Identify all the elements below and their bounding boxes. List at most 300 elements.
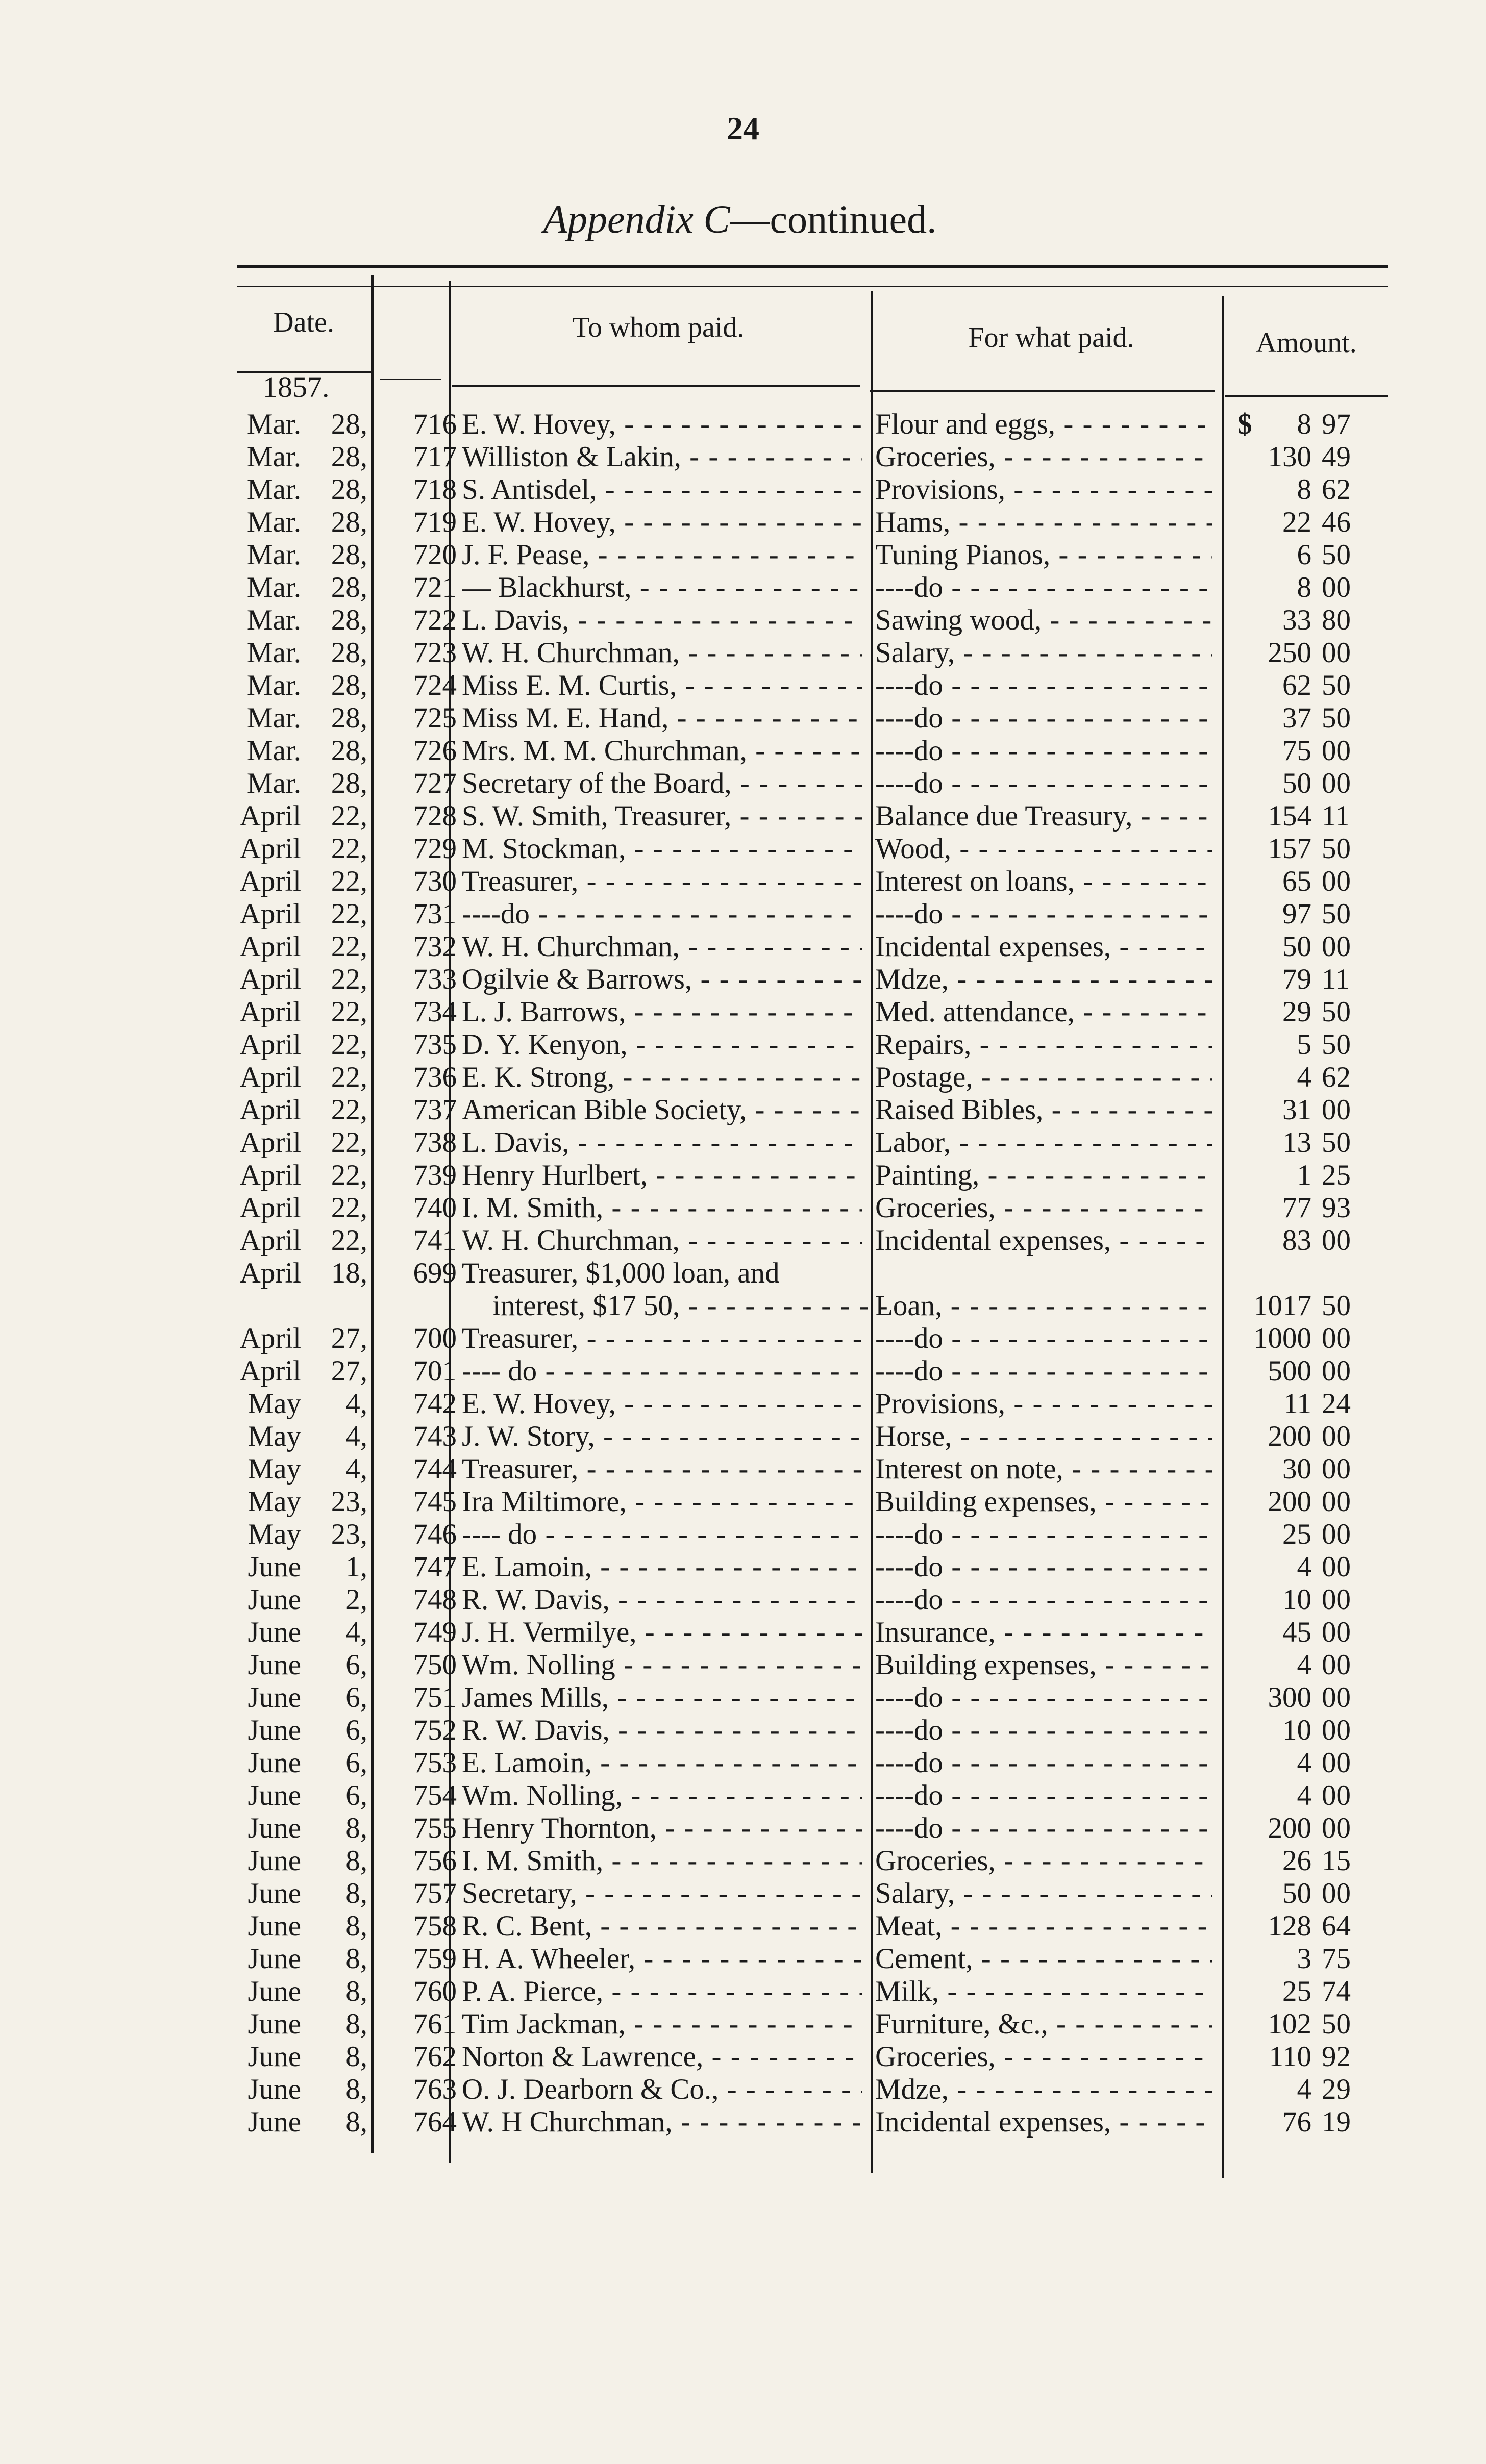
row-purpose: [875, 1779, 1212, 1812]
row-payee: [462, 1518, 862, 1551]
row-day: 8,: [345, 1975, 367, 2007]
row-month: April: [239, 1355, 301, 1387]
row-month: June: [247, 1845, 301, 1877]
row-payee-text: Williston & Lakin, - - -: [462, 441, 862, 473]
table-row: [0, 1812, 1486, 1845]
table-row: [0, 963, 1486, 996]
row-month: April: [239, 898, 301, 930]
row-purpose-text: Milk, - - -: [875, 1975, 1212, 2007]
table-row: [0, 996, 1486, 1028]
row-date: [199, 1388, 373, 1420]
table-row: [0, 571, 1486, 604]
row-month: June: [247, 2008, 301, 2040]
row-month: June: [247, 1714, 301, 1746]
table-row: [0, 1028, 1486, 1061]
row-purpose: [875, 865, 1212, 898]
row-purpose-text: Mdze, - - -: [875, 2073, 1212, 2105]
row-amount-cents: 00: [1322, 767, 1351, 799]
row-voucher-number: 734: [413, 996, 457, 1028]
table-row: [0, 1551, 1486, 1583]
row-date: [199, 1877, 373, 1910]
row-month: Mar.: [246, 735, 301, 767]
row-day: 4,: [345, 1388, 367, 1420]
row-date: [199, 1126, 373, 1159]
row-payee-text: Treasurer, $1,000 loan, and: [462, 1257, 780, 1289]
table-row: [0, 1388, 1486, 1420]
table-row: [0, 865, 1486, 898]
row-voucher-number: 723: [413, 637, 457, 669]
row-day: 8,: [345, 1910, 367, 1942]
table-row: [0, 1943, 1486, 1975]
row-purpose-text: Meat, - - -: [875, 1910, 1212, 1942]
row-month: Mar.: [246, 637, 301, 669]
table-row: [0, 800, 1486, 833]
row-date: [199, 1910, 373, 1943]
row-purpose-text: Incidental expenses, - - -: [875, 931, 1212, 963]
row-day: 8,: [345, 1943, 367, 1975]
row-day: 27,: [331, 1355, 367, 1387]
row-payee-text: L. Davis, - - -: [462, 1126, 862, 1159]
row-day: 28,: [331, 669, 367, 701]
table-row: [0, 1779, 1486, 1812]
row-purpose-text: Labor, - - -: [875, 1126, 1212, 1159]
row-day: 28,: [331, 735, 367, 767]
row-amount-cents: 00: [1322, 637, 1351, 669]
row-month: June: [247, 1877, 301, 1909]
row-day: 22,: [331, 800, 367, 832]
row-voucher-number: 717: [413, 441, 457, 473]
row-voucher-number: 759: [413, 1943, 457, 1975]
row-purpose-text: Groceries, - - -: [875, 1845, 1212, 1877]
row-payee-text: E. W. Hovey, - - -: [462, 506, 862, 538]
row-amount-cents: 64: [1322, 1910, 1351, 1942]
row-payee: [462, 1943, 862, 1975]
row-payee: [462, 1779, 862, 1812]
row-month: June: [247, 1812, 301, 1844]
row-purpose-text: ----do - - -: [875, 669, 1212, 701]
row-payee-text: Secretary of the Board, - - -: [462, 767, 862, 799]
row-voucher-number: 724: [413, 669, 457, 701]
row-purpose: [875, 1126, 1212, 1159]
row-payee-text: interest, $17 50, - - -: [492, 1290, 893, 1322]
row-payee-text: Treasurer, - - -: [462, 865, 862, 897]
row-amount-cents: 50: [1322, 2008, 1351, 2040]
table-row: [0, 1583, 1486, 1616]
row-purpose: [875, 1192, 1212, 1224]
row-amount-dollars: 30: [1282, 1453, 1311, 1485]
row-amount-cents: 50: [1322, 1028, 1351, 1061]
row-month: May: [247, 1453, 301, 1485]
row-month: June: [247, 1943, 301, 1975]
row-purpose: [875, 800, 1212, 833]
row-payee-text: ----do - - -: [462, 898, 862, 930]
row-payee-text: W. H. Churchman, - - -: [462, 931, 862, 963]
row-month: June: [247, 1747, 301, 1779]
table-row: [0, 1126, 1486, 1159]
table-row: [0, 506, 1486, 539]
row-voucher-number: 753: [413, 1747, 457, 1779]
row-day: 8,: [345, 2073, 367, 2105]
table-row: [0, 1453, 1486, 1486]
row-amount-cents: 75: [1322, 1943, 1351, 1975]
row-date: [199, 833, 373, 865]
row-purpose: [875, 702, 1212, 735]
row-payee: [462, 637, 862, 669]
row-payee-text: H. A. Wheeler, - - -: [462, 1943, 862, 1975]
row-month: June: [247, 2041, 301, 2073]
table-row: [0, 1714, 1486, 1747]
row-month: June: [247, 1583, 301, 1616]
row-amount-dollars: 45: [1282, 1616, 1311, 1648]
row-payee-text: Henry Hurlbert, - - -: [462, 1159, 862, 1191]
row-purpose-text: Furniture, &c., - - -: [875, 2008, 1212, 2040]
page-number: 24: [727, 110, 759, 146]
year-label: 1857.: [263, 370, 330, 404]
table-row: [0, 1518, 1486, 1551]
row-payee-text: E. Lamoin, - - -: [462, 1747, 862, 1779]
row-amount-dollars: 62: [1282, 669, 1311, 701]
row-purpose: [875, 2008, 1212, 2041]
row-purpose: [875, 1355, 1212, 1388]
row-purpose: [875, 506, 1212, 539]
row-amount-dollars: 128: [1268, 1910, 1311, 1942]
row-payee: [462, 1453, 862, 1486]
row-amount-cents: 00: [1322, 1355, 1351, 1387]
table-row: [0, 1159, 1486, 1192]
row-payee-text: Wm. Nolling, - - -: [462, 1779, 862, 1812]
row-purpose: [875, 1877, 1212, 1910]
row-amount-cents: 00: [1322, 571, 1351, 604]
row-payee: [462, 1551, 862, 1583]
row-amount-dollars: 6: [1297, 539, 1311, 571]
row-payee-text: W. H. Churchman, - - -: [462, 1224, 862, 1256]
row-amount-dollars: 154: [1268, 800, 1311, 832]
row-month: June: [247, 1975, 301, 2007]
row-voucher-number: 743: [413, 1420, 457, 1452]
row-month: June: [247, 1616, 301, 1648]
row-purpose-text: Sawing wood, - - -: [875, 604, 1212, 636]
table-row: [0, 1257, 1486, 1290]
row-payee-text: E. K. Strong, - - -: [462, 1061, 862, 1093]
row-amount-cents: 00: [1322, 1322, 1351, 1354]
header-purpose: For what paid.: [968, 322, 1134, 354]
row-amount-dollars: 65: [1282, 865, 1311, 897]
row-voucher-number: 741: [413, 1224, 457, 1256]
row-purpose: [875, 1094, 1212, 1126]
row-voucher-number: 764: [413, 2106, 457, 2138]
row-amount-cents: 50: [1322, 539, 1351, 571]
row-voucher-number: 747: [413, 1551, 457, 1583]
row-date: [199, 2073, 373, 2106]
row-purpose-text: Interest on note, - - -: [875, 1453, 1212, 1485]
row-day: 22,: [331, 1094, 367, 1126]
row-day: 6,: [345, 1747, 367, 1779]
row-month: May: [247, 1518, 301, 1550]
row-purpose-text: Interest on loans, - - -: [875, 865, 1212, 897]
row-amount-dollars: 11: [1283, 1388, 1311, 1420]
row-amount-dollars: 8: [1297, 473, 1311, 506]
row-purpose-text: Repairs, - - -: [875, 1028, 1212, 1061]
row-purpose-text: ----do - - -: [875, 1812, 1212, 1844]
row-month: Mar.: [246, 604, 301, 636]
row-payee-text: American Bible Society, - - -: [462, 1094, 862, 1126]
row-date: [199, 1322, 373, 1355]
row-payee-text: L. J. Barrows, - - -: [462, 996, 862, 1028]
table-row: [0, 1877, 1486, 1910]
row-day: 28,: [331, 539, 367, 571]
row-month: Mar.: [246, 571, 301, 604]
row-amount-dollars: 8: [1297, 571, 1311, 604]
row-purpose: [875, 1290, 1212, 1322]
row-payee: [462, 1094, 862, 1126]
row-day: 8,: [345, 1877, 367, 1909]
row-amount-cents: 49: [1322, 441, 1351, 473]
row-purpose-text: ----do - - -: [875, 1355, 1212, 1387]
row-day: 6,: [345, 1649, 367, 1681]
row-purpose: [875, 1028, 1212, 1061]
row-date: [199, 1812, 373, 1845]
row-payee-text: L. Davis, - - -: [462, 604, 862, 636]
row-date: [199, 1714, 373, 1747]
row-payee: [462, 1975, 862, 2008]
row-purpose-text: ----do - - -: [875, 702, 1212, 734]
row-month: May: [247, 1420, 301, 1452]
row-purpose-text: Painting, - - -: [875, 1159, 1212, 1191]
row-payee-text: Miss M. E. Hand, - - -: [462, 702, 862, 734]
row-amount-cents: 00: [1322, 1486, 1351, 1518]
table-row: [0, 1747, 1486, 1779]
row-payee-text: R. W. Davis, - - -: [462, 1583, 862, 1616]
row-amount-cents: 00: [1322, 1747, 1351, 1779]
row-amount-cents: 50: [1322, 702, 1351, 734]
row-day: 28,: [331, 637, 367, 669]
row-voucher-number: 746: [413, 1518, 457, 1550]
row-month: Mar.: [246, 441, 301, 473]
row-amount-dollars: 50: [1282, 1877, 1311, 1909]
row-amount-dollars: 75: [1282, 735, 1311, 767]
row-purpose: [875, 1975, 1212, 2008]
row-payee-text: E. Lamoin, - - -: [462, 1551, 862, 1583]
row-voucher-number: 744: [413, 1453, 457, 1485]
row-purpose-text: Building expenses, - - -: [875, 1649, 1212, 1681]
row-voucher-number: 762: [413, 2041, 457, 2073]
row-date: [199, 1257, 373, 1290]
row-amount-cents: 19: [1322, 2106, 1351, 2138]
row-day: 8,: [345, 2106, 367, 2138]
row-amount-dollars: 31: [1282, 1094, 1311, 1126]
row-payee: [462, 473, 862, 506]
row-date: [199, 898, 373, 931]
row-payee: [462, 963, 862, 996]
row-payee-text: Tim Jackman, - - -: [462, 2008, 862, 2040]
row-date: [199, 2106, 373, 2139]
row-voucher-number: 755: [413, 1812, 457, 1844]
row-payee-text: ---- do - - -: [462, 1355, 862, 1387]
row-amount-cents: 46: [1322, 506, 1351, 538]
row-purpose-text: Postage, - - -: [875, 1061, 1212, 1093]
row-amount-dollars: 33: [1282, 604, 1311, 636]
row-day: 6,: [345, 1714, 367, 1746]
row-date: [199, 1649, 373, 1681]
row-day: 28,: [331, 702, 367, 734]
row-amount-dollars: 8: [1297, 408, 1311, 440]
row-amount-cents: 00: [1322, 1453, 1351, 1485]
row-voucher-number: 726: [413, 735, 457, 767]
row-payee-text: W. H. Churchman, - - -: [462, 637, 862, 669]
row-date: [199, 1420, 373, 1453]
row-amount-cents: 00: [1322, 1681, 1351, 1714]
row-purpose: [875, 767, 1212, 800]
row-purpose: [875, 1551, 1212, 1583]
row-amount-dollars: 3: [1297, 1943, 1311, 1975]
header-date: Date.: [273, 307, 334, 338]
row-date: [199, 963, 373, 996]
row-amount-cents: 50: [1322, 833, 1351, 865]
row-voucher-number: 745: [413, 1486, 457, 1518]
row-date: [199, 604, 373, 637]
row-month: June: [247, 2073, 301, 2105]
table-row: [0, 2041, 1486, 2073]
row-voucher-number: 699: [413, 1257, 457, 1289]
row-voucher-number: 752: [413, 1714, 457, 1746]
row-purpose-text: Provisions, - - -: [875, 473, 1212, 506]
row-day: 6,: [345, 1779, 367, 1812]
row-date: [199, 1192, 373, 1224]
row-day: 22,: [331, 963, 367, 995]
row-purpose: [875, 1747, 1212, 1779]
row-purpose: [875, 963, 1212, 996]
row-date: [199, 571, 373, 604]
row-payee-text: R. W. Davis, - - -: [462, 1714, 862, 1746]
row-purpose-text: Insurance, - - -: [875, 1616, 1212, 1648]
row-amount-dollars: 4: [1297, 1747, 1311, 1779]
row-purpose: [875, 1943, 1212, 1975]
row-date: [199, 1551, 373, 1583]
row-month: April: [239, 1322, 301, 1354]
row-amount-dollars: 1000: [1253, 1322, 1311, 1354]
row-purpose: [875, 1812, 1212, 1845]
row-payee: [462, 1845, 862, 1877]
row-payee-text: Ira Miltimore, - - -: [462, 1486, 862, 1518]
row-amount-cents: 00: [1322, 1616, 1351, 1648]
row-voucher-number: 740: [413, 1192, 457, 1224]
row-date: [199, 1943, 373, 1975]
table-row: [0, 1910, 1486, 1943]
row-voucher-number: 727: [413, 767, 457, 799]
row-voucher-number: 735: [413, 1028, 457, 1061]
row-purpose: [875, 1910, 1212, 1943]
table-row: [0, 1616, 1486, 1649]
row-amount-dollars: 250: [1268, 637, 1311, 669]
row-purpose-text: ----do - - -: [875, 1779, 1212, 1812]
row-amount-cents: 29: [1322, 2073, 1351, 2105]
row-payee: [462, 1714, 862, 1747]
row-amount-cents: 00: [1322, 1518, 1351, 1550]
row-voucher-number: 750: [413, 1649, 457, 1681]
row-voucher-number: 756: [413, 1845, 457, 1877]
row-payee-text: P. A. Pierce, - - -: [462, 1975, 862, 2007]
row-month: June: [247, 1681, 301, 1714]
row-amount-dollars: 26: [1282, 1845, 1311, 1877]
row-purpose: [875, 996, 1212, 1028]
row-day: 22,: [331, 833, 367, 865]
row-amount-cents: 00: [1322, 865, 1351, 897]
row-payee: [462, 2106, 862, 2139]
row-day: 23,: [331, 1518, 367, 1550]
row-amount-dollars: 110: [1269, 2041, 1311, 2073]
row-day: 22,: [331, 898, 367, 930]
row-day: 22,: [331, 865, 367, 897]
row-day: 22,: [331, 996, 367, 1028]
table-row: [0, 1649, 1486, 1681]
table-row: [0, 931, 1486, 963]
row-day: 22,: [331, 931, 367, 963]
row-purpose: [875, 1224, 1212, 1257]
table-row: [0, 1420, 1486, 1453]
table-row: [0, 2106, 1486, 2139]
row-payee: [462, 669, 862, 702]
row-amount-cents: 50: [1322, 996, 1351, 1028]
row-month: June: [247, 1649, 301, 1681]
row-date: [199, 996, 373, 1028]
row-day: 28,: [331, 506, 367, 538]
row-date: [199, 1159, 373, 1192]
row-amount-dollars: 25: [1282, 1975, 1311, 2007]
row-voucher-number: 749: [413, 1616, 457, 1648]
row-payee: [462, 1877, 862, 1910]
row-payee-text: Secretary, - - -: [462, 1877, 862, 1909]
row-voucher-number: 732: [413, 931, 457, 963]
row-payee-text: D. Y. Kenyon, - - -: [462, 1028, 862, 1061]
table-row: [0, 1975, 1486, 2008]
row-payee: [462, 1747, 862, 1779]
row-payee-text: — Blackhurst, - - -: [462, 571, 862, 604]
row-month: April: [239, 996, 301, 1028]
row-payee: [462, 1322, 862, 1355]
row-purpose-text: Cement, - - -: [875, 1943, 1212, 1975]
row-day: 28,: [331, 408, 367, 440]
row-purpose-text: ----do - - -: [875, 1714, 1212, 1746]
row-purpose-text: ----do - - -: [875, 1551, 1212, 1583]
row-amount-dollars: 76: [1282, 2106, 1311, 2138]
row-amount-dollars: 10: [1282, 1714, 1311, 1746]
row-payee: [462, 1126, 862, 1159]
table-row: [0, 408, 1486, 441]
row-voucher-number: 738: [413, 1126, 457, 1159]
table-row: [0, 2008, 1486, 2041]
table-row: [0, 1845, 1486, 1877]
row-amount-cents: 50: [1322, 669, 1351, 701]
row-voucher-number: 763: [413, 2073, 457, 2105]
row-voucher-number: 761: [413, 2008, 457, 2040]
row-purpose: [875, 1681, 1212, 1714]
row-purpose: [875, 604, 1212, 637]
row-amount-cents: 11: [1322, 963, 1350, 995]
row-day: 4,: [345, 1453, 367, 1485]
row-amount-dollars: 25: [1282, 1518, 1311, 1550]
row-amount-dollars: 4: [1297, 1779, 1311, 1812]
row-payee: [462, 1420, 862, 1453]
row-date: [199, 473, 373, 506]
row-day: 28,: [331, 473, 367, 506]
row-payee: [462, 408, 862, 441]
row-date: [199, 1583, 373, 1616]
row-payee-text: R. C. Bent, - - -: [462, 1910, 862, 1942]
row-month: Mar.: [246, 473, 301, 506]
table-row: [0, 473, 1486, 506]
row-payee-text: M. Stockman, - - -: [462, 833, 862, 865]
row-date: [199, 669, 373, 702]
